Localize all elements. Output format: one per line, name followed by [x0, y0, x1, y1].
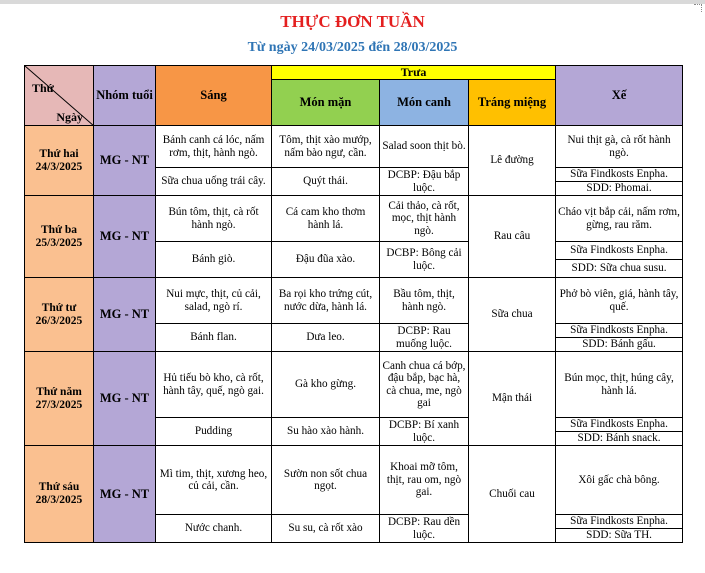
- afternoon-sdd: SDD: Phomai.: [556, 182, 683, 196]
- table-row: [25, 352, 683, 418]
- dessert-cell: Mận thái: [469, 352, 556, 446]
- lunch-main-dish: Tôm, thịt xào mướp, nấm bào ngư, cần.: [272, 126, 380, 168]
- breakfast-side: Sữa chua uống trái cây.: [156, 168, 272, 196]
- table-row: [25, 446, 683, 515]
- breakfast-side: Nước chanh.: [156, 515, 272, 543]
- lunch-side-dish: Su hào xào hành.: [272, 418, 380, 446]
- lunch-side-dish: Dưa leo.: [272, 324, 380, 352]
- header-thu: Thứ: [32, 81, 54, 95]
- afternoon-sdd: SDD: Sữa chua susu.: [556, 260, 683, 278]
- lunch-main-dish: Ba rọi kho trứng cút, nước dừa, hành lá.: [272, 278, 380, 324]
- afternoon-sdd: SDD: Bánh gấu.: [556, 338, 683, 352]
- header-mon-canh: Món canh: [380, 80, 469, 126]
- lunch-side-soup: DCBP: Đậu bắp luộc.: [380, 168, 469, 196]
- lunch-side-dish: Quýt thái.: [272, 168, 380, 196]
- afternoon-sdd: SDD: Sữa TH.: [556, 529, 683, 543]
- lunch-main-dish: Sườn non sốt chua ngọt.: [272, 446, 380, 515]
- lunch-soup: Bầu tôm, thịt, hành ngò.: [380, 278, 469, 324]
- lunch-side-soup: DCBP: Rau muống luộc.: [380, 324, 469, 352]
- day-cell: Thứ tư 26/3/2025: [25, 278, 94, 352]
- group-cell: MG - NT: [94, 352, 156, 446]
- afternoon-main: Cháo vịt bắp cải, nấm rơm, gừng, rau răm.: [556, 196, 683, 242]
- top-border: [0, 0, 705, 4]
- corner-mark: [694, 4, 702, 12]
- afternoon-sdd: SDD: Bánh snack.: [556, 432, 683, 446]
- day-cell: Thứ ba 25/3/2025: [25, 196, 94, 278]
- afternoon-milk: Sữa Findkosts Enpha.: [556, 242, 683, 260]
- header-thu-ngay: [25, 66, 94, 126]
- day-cell: Thứ hai 24/3/2025: [25, 126, 94, 196]
- dessert-cell: Sữa chua: [469, 278, 556, 352]
- header-sang: Sáng: [156, 66, 272, 126]
- lunch-soup: Khoai mỡ tôm, thịt, rau om, ngò gai.: [380, 446, 469, 515]
- table-row: [25, 278, 683, 324]
- breakfast-main: Hủ tiếu bò kho, cà rốt, hành tây, quế, ngò gai.: [156, 352, 272, 418]
- header-trang-mieng: Tráng miệng: [469, 80, 556, 126]
- page-title: THỰC ĐƠN TUẦN: [280, 12, 425, 31]
- breakfast-side: Pudding: [156, 418, 272, 446]
- breakfast-main: Mì tim, thịt, xương heo, củ cải, cần.: [156, 446, 272, 515]
- afternoon-milk: Sữa Findkosts Enpha.: [556, 418, 683, 432]
- lunch-main-dish: Gà kho gừng.: [272, 352, 380, 418]
- breakfast-side: Bánh giò.: [156, 242, 272, 278]
- group-cell: MG - NT: [94, 196, 156, 278]
- lunch-side-soup: DCBP: Rau dền luộc.: [380, 515, 469, 543]
- group-cell: MG - NT: [94, 278, 156, 352]
- afternoon-main: Xôi gấc chà bông.: [556, 446, 683, 515]
- breakfast-main: Bún tôm, thịt, cà rốt hành ngò.: [156, 196, 272, 242]
- group-cell: MG - NT: [94, 446, 156, 543]
- table-row: [25, 126, 683, 168]
- breakfast-main: Nui mực, thịt, củ cải, salad, ngò rí.: [156, 278, 272, 324]
- lunch-soup: Cải thảo, cà rốt, mọc, thịt hành ngò.: [380, 196, 469, 242]
- lunch-side-dish: Đậu đũa xào.: [272, 242, 380, 278]
- breakfast-side: Bánh flan.: [156, 324, 272, 352]
- dessert-cell: Chuối cau: [469, 446, 556, 543]
- lunch-soup: Canh chua cá bớp, đậu bắp, bạc hà, cà chua, me, ngò gai: [380, 352, 469, 418]
- afternoon-milk: Sữa Findkosts Enpha.: [556, 168, 683, 182]
- group-cell: MG - NT: [94, 126, 156, 196]
- afternoon-main: Phở bò viên, giá, hành tây, quế.: [556, 278, 683, 324]
- header-nhom-tuoi: Nhóm tuổi: [94, 66, 156, 126]
- lunch-side-soup: DCBP: Bí xanh luộc.: [380, 418, 469, 446]
- page-subtitle: Từ ngày 24/03/2025 đến 28/03/2025: [247, 40, 458, 55]
- afternoon-milk: Sữa Findkosts Enpha.: [556, 324, 683, 338]
- header-xe: Xế: [556, 66, 683, 126]
- table-row: [25, 196, 683, 242]
- afternoon-main: Bún mọc, thịt, húng cây, hành lá.: [556, 352, 683, 418]
- breakfast-main: Bánh canh cá lóc, nấm rơm, thịt, hành ngò.: [156, 126, 272, 168]
- menu-table: [24, 65, 683, 543]
- lunch-side-soup: DCBP: Bông cải luộc.: [380, 242, 469, 278]
- lunch-side-dish: Su su, cà rốt xào: [272, 515, 380, 543]
- header-trua: Trưa: [272, 66, 556, 80]
- lunch-main-dish: Cá cam kho thơm hành lá.: [272, 196, 380, 242]
- lunch-soup: Salad soon thịt bò.: [380, 126, 469, 168]
- header-ngay: Ngày: [56, 109, 83, 124]
- afternoon-main: Nui thịt gà, cà rốt hành ngò.: [556, 126, 683, 168]
- afternoon-milk: Sữa Findkosts Enpha.: [556, 515, 683, 529]
- day-cell: Thứ sáu 28/3/2025: [25, 446, 94, 543]
- header-mon-man: Món mặn: [272, 80, 380, 126]
- dessert-cell: Lê đường: [469, 126, 556, 196]
- dessert-cell: Rau câu: [469, 196, 556, 278]
- day-cell: Thứ năm 27/3/2025: [25, 352, 94, 446]
